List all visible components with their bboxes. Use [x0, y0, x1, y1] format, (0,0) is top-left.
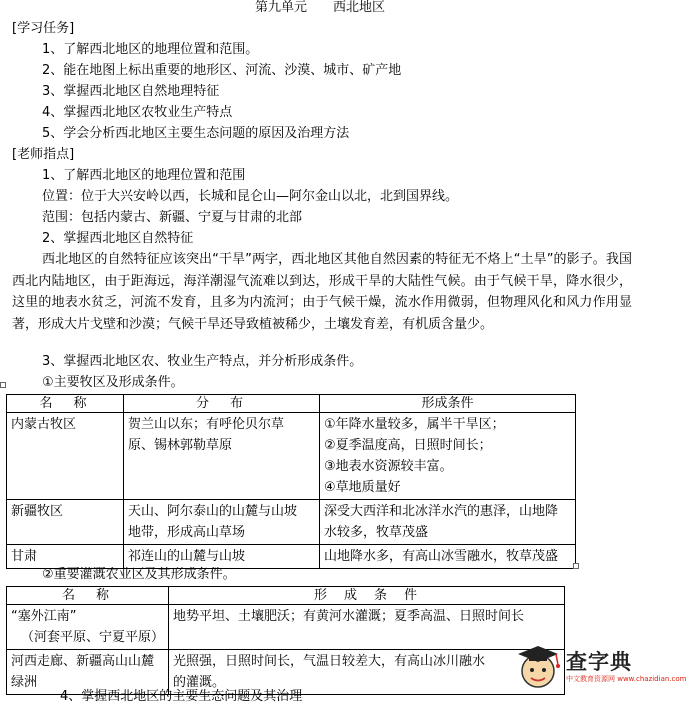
cell-text: （河套平原、宁夏平原）: [21, 630, 165, 645]
col-header-distribution: 分 布: [124, 395, 320, 413]
cell-text: 贺兰山以东；有呼伦贝尔草: [128, 417, 285, 432]
region-name: [7, 605, 169, 650]
table-marker: [0, 382, 6, 388]
table-row: [7, 605, 565, 650]
region-name: 内蒙古牧区: [7, 413, 124, 500]
conditions-cell: [320, 545, 576, 569]
cell-text: 地带，形成高山草场: [128, 525, 246, 540]
cell-text: 的灌溉。: [173, 675, 226, 690]
cell-text: 祁连山的山麓与山坡: [128, 549, 246, 564]
logo-subtext: 中文教育资源网 www.chazidian.com: [566, 675, 686, 683]
task-item-4: 4、掌握西北地区农牧业生产特点: [42, 105, 233, 120]
pasture-subheading: ①主要牧区及形成条件。: [42, 375, 184, 390]
cell-text: “塞外江南”: [11, 609, 77, 624]
cell-text: 山地降水多，有高山冰雪融水，牧草茂盛: [324, 549, 559, 564]
site-logo: [510, 640, 686, 694]
table-row: [7, 650, 565, 695]
cell-text: ②夏季温度高，日照时间长；: [324, 438, 492, 453]
cell-text: 绿洲: [11, 675, 38, 690]
region-name: [7, 650, 169, 695]
task-item-5: 5、学会分析西北地区主要生态问题的原因及治理方法: [42, 126, 350, 141]
cell-text: 地势平坦、土壤肥沃；有黄河水灌溉；夏季高温、日照时间长: [173, 609, 525, 624]
task-item-1: 1、了解西北地区的地理位置和范围。: [42, 42, 259, 57]
cell-text: ④草地质量好: [324, 480, 401, 495]
conditions-cell: [169, 605, 565, 650]
cell-text: ①年降水量较多，属半干旱区；: [324, 417, 505, 432]
guide-point-3: 3、掌握西北地区农、牧业生产特点，并分析形成条件。: [42, 354, 363, 369]
location-text: 位置：位于大兴安岭以西，长城和昆仑山—阿尔金山以北，北到国界线。: [42, 189, 459, 204]
guide-heading: [老师指点]: [12, 147, 75, 162]
page-title: 第九单元 西北地区: [255, 0, 386, 15]
table-header-row: [7, 587, 565, 605]
conditions-cell: [169, 650, 565, 695]
col-header-conditions: 形成条件: [320, 395, 576, 413]
guide-point-1: 1、了解西北地区的地理位置和范围: [42, 168, 246, 183]
graduate-mascot-icon: [512, 641, 564, 693]
pasture-table: [6, 394, 576, 569]
col-header-name: 名 称: [7, 587, 169, 605]
guide-point-2: 2、掌握西北地区自然特征: [42, 231, 194, 246]
region-name: 甘肃: [7, 545, 124, 569]
table-row: [7, 500, 576, 545]
col-header-conditions: 形 成 条 件: [169, 587, 565, 605]
table-row: [7, 413, 576, 500]
task-item-3: 3、掌握西北地区自然地理特征: [42, 84, 220, 99]
distribution-cell: [124, 413, 320, 500]
cell-text: 光照强，日照时间长，气温日较差大，有高山冰川融水: [173, 654, 486, 669]
cell-text: 河西走廊、新疆高山山麓: [11, 654, 155, 669]
logo-text: 查字典: [566, 650, 632, 674]
cell-text: 深受大西洋和北冰洋水汽的惠泽，山地降: [324, 504, 559, 519]
cutoff-line: 4、掌握西北地区的主要生态问题及其治理: [60, 689, 303, 704]
cell-text: 天山、阿尔泰山的山麓与山坡: [128, 504, 298, 519]
region-name: 新疆牧区: [7, 500, 124, 545]
cell-text: ③地表水资源较丰富。: [324, 459, 453, 474]
table-header-row: [7, 395, 576, 413]
conditions-cell: [320, 413, 576, 500]
col-header-name: 名 称: [7, 395, 124, 413]
natural-features-paragraph: 西北地区的自然特征应该突出“干旱”两字，西北地区其他自然因素的特征无不烙上“土旱”的影子。我国西北内陆地区，由于距海远，海洋潮湿气流难以到达，形成干旱的大陆性气候。由于气候干旱，降水很少，这里的地表水贫乏，河流不发育，且多为内流河；由于气候干燥，流水作用微弱，但物理风化和风力作用显著，形成大片戈壁和沙漠；气候干旱还导致植被稀少，土壤发育差，有机质含量少。: [12, 252, 632, 332]
table-marker: [573, 563, 579, 569]
distribution-cell: [124, 500, 320, 545]
cell-text: 水较多，牧草茂盛: [324, 525, 429, 540]
irrigation-subheading: ②重要灌溉农业区及其形成条件。: [42, 567, 236, 582]
task-heading: [学习任务]: [12, 21, 75, 36]
conditions-cell: [320, 500, 576, 545]
task-item-2: 2、能在地图上标出重要的地形区、河流、沙漠、城市、矿产地: [42, 63, 402, 78]
cell-text: 原、锡林郭勒草原: [128, 438, 233, 453]
scope-text: 范围：包括内蒙古、新疆、宁夏与甘肃的北部: [42, 210, 303, 225]
